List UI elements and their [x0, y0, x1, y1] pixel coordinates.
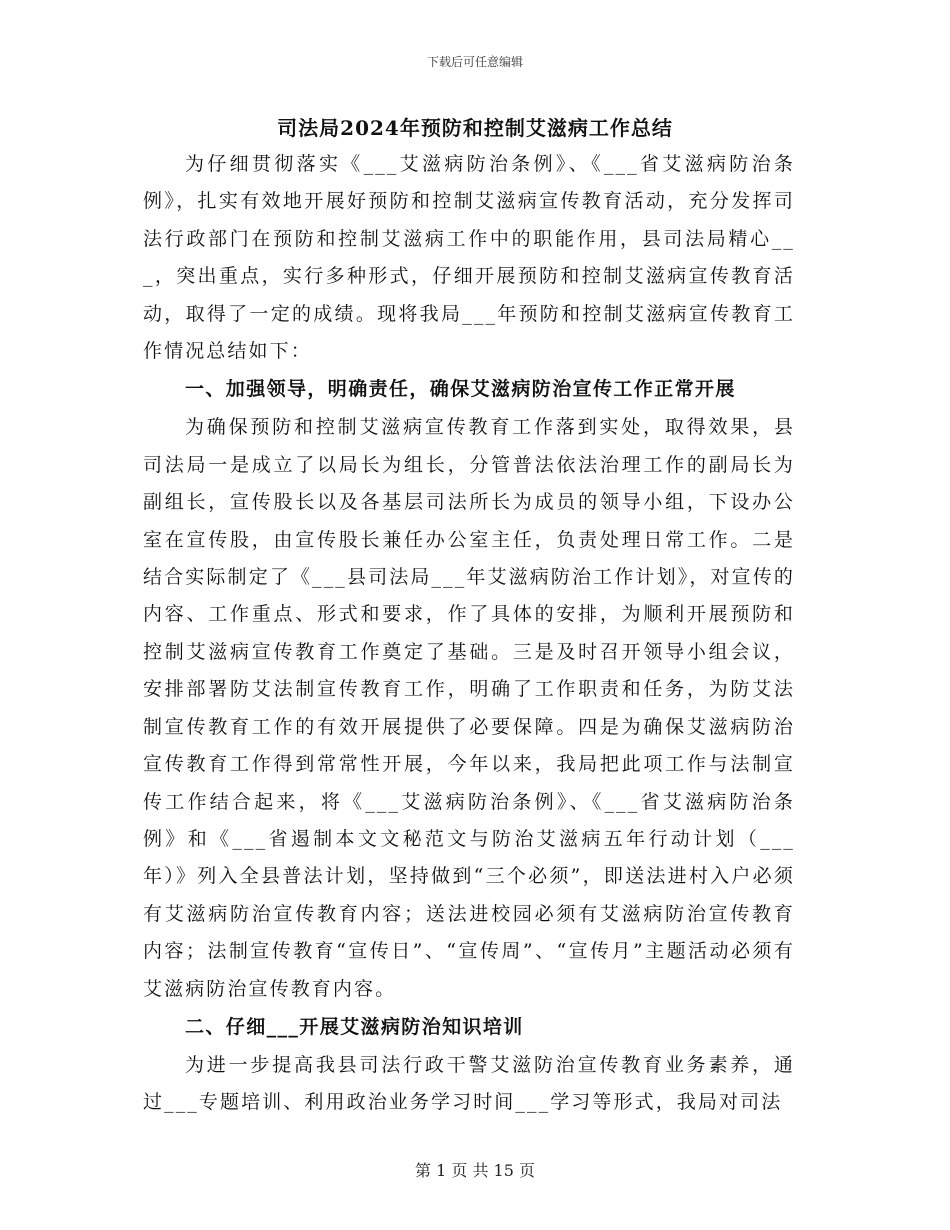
document-body: [143, 146, 795, 1122]
section-1-heading: 一、加强领导，明确责任，确保艾滋病防治宣传工作正常开展: [185, 378, 736, 401]
section-2-heading: 二、仔细___开展艾滋病防治知识培训: [185, 1015, 524, 1038]
section-2-paragraph: 为进一步提高我县司法行政干警艾滋防治宣传教育业务素养，通过___专题培训、利用政治业务学习时间___学习等形式，我局对司法: [143, 1053, 795, 1114]
page-title: 司法局2024年预防和控制艾滋病工作总结: [277, 116, 673, 140]
section-1-paragraph: 为确保预防和控制艾滋病宣传教育工作落到实处，取得效果，县司法局一是成立了以局长为组长，分管普法依法治理工作的副局长为副组长，宣传股长以及各基层司法所长为成员的领导小组，下设办公室在宣传股，由宣传股长兼任办公室主任，负责处理日常工作。二是结合实际制定了《___县司法局___年艾滋病防治工作计划》，对宣传的内容、工作重点、形式和要求，作了具体的安排，为顺利开展预防和控制艾滋病宣传教育工作奠定了基础。三是及时召开领导小组会议，安排部署防艾法制宣传教育工作，明确了工作职责和任务，为防艾法制宣传教育工作的有效开展提供了必要保障。四是为确保艾滋病防治宣传教育工作得到常常性开展，今年以来，我局把此项工作与法制宣传工作结合起来，将《___艾滋病防治条例》、《___省艾滋病防治条例》和《___省遏制本文文秘范文与防治艾滋病五年行动计划（___年）》列入全县普法计划，坚持做到“三个必须”，即送法进村入户必须有艾滋病防治宣传教育内容；送法进校园必须有艾滋病防治宣传教育内容；法制宣传教育“宣传日”、“宣传周”、“宣传月”主题活动必须有艾滋病防治宣传教育内容。: [143, 416, 795, 1000]
header-note: 下载后可任意编辑: [426, 55, 523, 69]
page-footer: 第 1 页 共 15 页: [415, 1161, 535, 1180]
intro-paragraph: 为仔细贯彻落实《___艾滋病防治条例》、《___省艾滋病防治条例》，扎实有效地开展好预防和控制艾滋病宣传教育活动，充分发挥司法行政部门在预防和控制艾滋病工作中的职能作用，县司法局精心___，突出重点，实行多种形式，仔细开展预防和控制艾滋病宣传教育活动，取得了一定的成绩。现将我局___年预防和控制艾滋病宣传教育工作情况总结如下：: [143, 153, 795, 363]
